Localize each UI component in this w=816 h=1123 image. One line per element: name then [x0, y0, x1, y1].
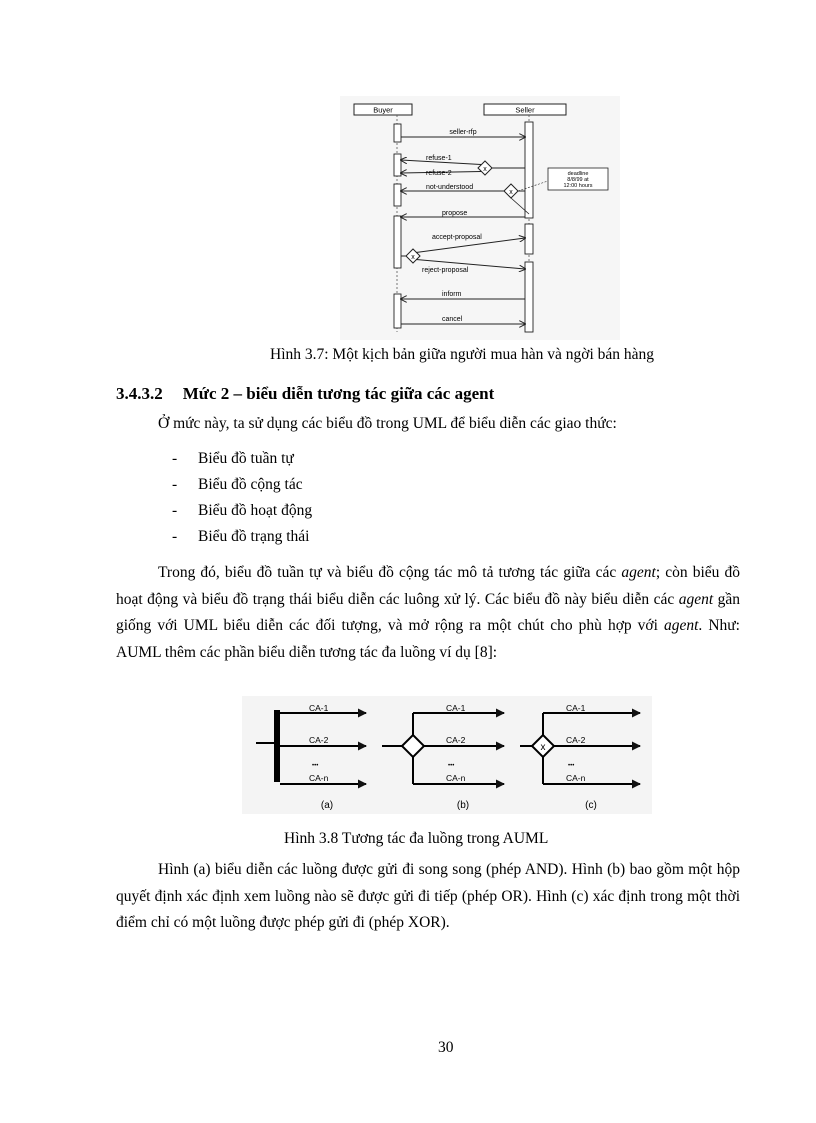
msg-refuse-1: refuse-1: [426, 155, 452, 162]
msg-seller-rfp: seller-rfp: [449, 129, 477, 136]
msg-cancel: cancel: [442, 316, 463, 323]
list-item: - Biểu đồ hoạt động: [172, 502, 313, 519]
buyer-label: Buyer: [373, 105, 393, 115]
svg-text:deadline: deadline: [567, 171, 589, 177]
msg-accept-proposal: accept-proposal: [432, 234, 482, 241]
figure-3-8-caption: Hình 3.8 Tương tác đa luồng trong AUML: [284, 830, 549, 847]
msg-not-understood: not-understood: [426, 184, 474, 191]
page-number: 30: [438, 1039, 454, 1056]
msg-reject-proposal: reject-proposal: [422, 267, 469, 274]
svg-text:CA-1: CA-1: [566, 703, 586, 713]
svg-text:12:00 hours: 12:00 hours: [563, 183, 593, 189]
svg-text:CA-2: CA-2: [566, 735, 586, 745]
svg-text:x: x: [509, 189, 513, 196]
svg-text:•••: •••: [312, 763, 319, 769]
msg-refuse-2: refuse-2: [426, 170, 452, 177]
svg-text:•••: •••: [448, 763, 455, 769]
paragraph-and-or-xor: Hình (a) biểu diễn các luồng được gửi đi song song (phép AND). Hình (b) bao gồm một hộp quyết định xác định xem luồng nào sẽ được gửi đi tiếp (phép OR). Hình (c) xác định trong một thời điểm chỉ có một luồng được phép gửi đi (phép XOR).: [116, 861, 740, 931]
list-item: - Biểu đồ tuần tự: [172, 450, 294, 467]
svg-text:x: x: [540, 742, 546, 753]
svg-text:•••: •••: [568, 763, 575, 769]
and-bar: [274, 710, 280, 782]
panel-c-label: (c): [585, 800, 597, 811]
svg-text:CA-1: CA-1: [446, 703, 466, 713]
paragraph-diagrams: Trong đó, biểu đồ tuần tự và biểu đồ cộng tác mô tả tương tác giữa các agent; còn biểu đồ hoạt động và biểu đồ trạng thái biểu diễn các luông xử lý. Các biểu đồ này biểu diễn các agent gần giống với UML biểu diễn các đối tượng, và mở rộng ra một chút cho phù hợp với agent. Như: AUML thêm các phần biểu diễn tương tác đa luồng ví dụ [8]:: [116, 564, 740, 661]
svg-text:8/8/99 at: 8/8/99 at: [567, 177, 589, 183]
msg-propose: propose: [442, 210, 468, 217]
figure-3-7-sequence-diagram: [340, 96, 620, 340]
svg-text:CA-2: CA-2: [309, 735, 329, 745]
msg-inform: inform: [442, 291, 462, 298]
svg-text:CA-2: CA-2: [446, 735, 466, 745]
svg-text:CA-n: CA-n: [309, 773, 329, 783]
seller-label: Seller: [515, 105, 535, 115]
panel-a-label: (a): [320, 800, 334, 811]
section-heading: [116, 384, 494, 404]
svg-text:x: x: [411, 254, 415, 261]
svg-text:CA-n: CA-n: [446, 773, 466, 783]
section-title: Mức 2 – biểu diễn tương tác giữa các agent: [182, 384, 495, 403]
figure-3-7-caption: Hình 3.7: Một kịch bản giữa người mua hàn và ngời bán hàng: [270, 346, 655, 363]
svg-text:x: x: [483, 166, 487, 173]
list-item: - Biểu đồ trạng thái: [172, 528, 310, 545]
intro-paragraph: Ở mức này, ta sử dụng các biểu đồ trong UML để biểu diễn các giao thức:: [158, 415, 617, 432]
list-item: - Biểu đồ cộng tác: [172, 476, 303, 493]
svg-text:CA-1: CA-1: [309, 703, 329, 713]
svg-text:CA-n: CA-n: [566, 773, 586, 783]
panel-b-label: (b): [456, 800, 470, 811]
figure-3-8-multithread-diagram: [242, 696, 652, 814]
section-number: 3.4.3.2: [116, 384, 163, 403]
